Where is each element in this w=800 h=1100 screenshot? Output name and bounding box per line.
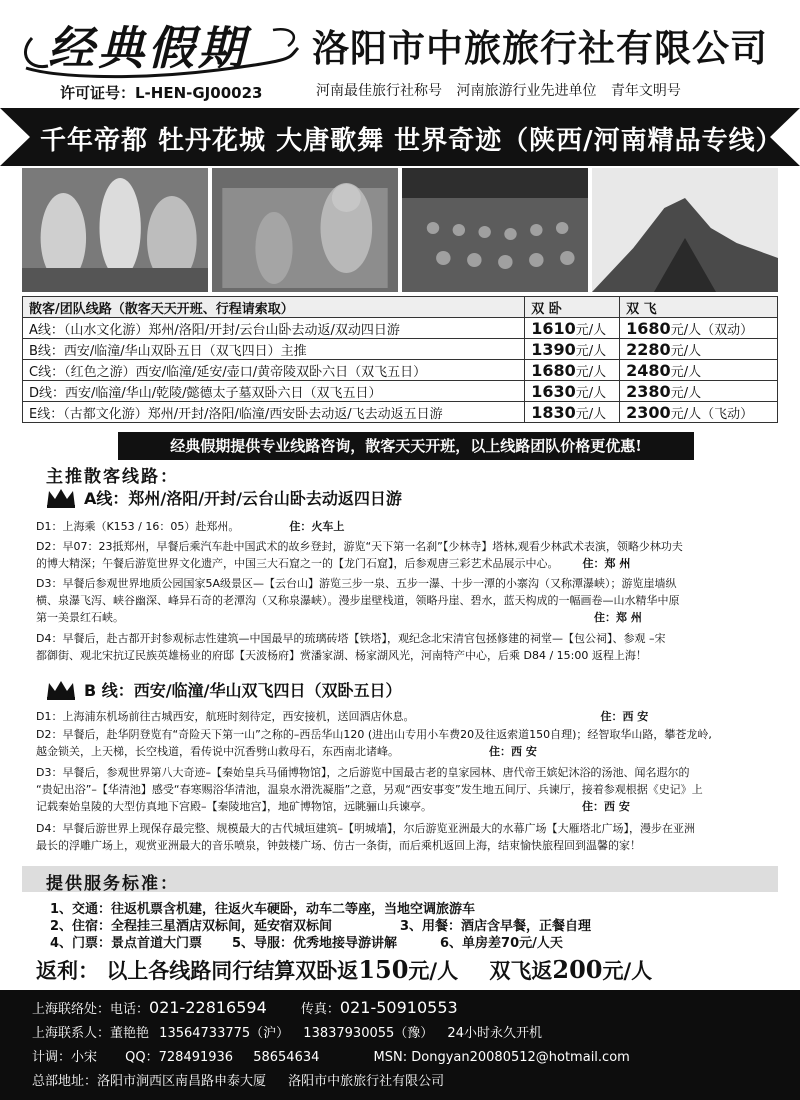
qq-number: 728491936	[158, 1050, 234, 1065]
photo-terracotta-army	[402, 168, 588, 292]
crown-icon	[46, 679, 76, 701]
day-text: 最长的浮雕广场上，观赏亚洲最大的音乐喷泉，钟鼓楼广场、仿古一条街，而后乘机返回上海，结束愉快旅程回到温馨的家！	[36, 839, 641, 852]
price-flight	[620, 381, 778, 402]
price-value: 2480	[626, 360, 671, 380]
header-flight: 双 飞	[620, 297, 778, 318]
price-flight	[620, 402, 778, 423]
route-a-title: A线：郑州/洛阳/开封/云台山卧去动返四日游	[84, 489, 402, 508]
day-text: D1：上海乘（K153 / 16：05）赴郑州。	[36, 520, 240, 533]
route-b-d4	[36, 820, 774, 854]
price-value: 1630	[531, 381, 576, 401]
phone-number: 021-22816594	[149, 998, 267, 1017]
stay-label: 住：火车上	[289, 520, 345, 533]
contact-name: 董艳艳	[110, 1026, 150, 1041]
service-lodging: 2、住宿：全程挂三星酒店双标间，延安宿双标间	[50, 919, 333, 934]
table-header-row	[23, 297, 778, 318]
route-b-d2	[36, 726, 774, 760]
route-cell: A线：（山水文化游）郑州/洛阳/开封/云台山卧去动返/双动四日游	[23, 318, 525, 339]
banner-part2: 精品专线）	[647, 126, 783, 156]
banner-slogan	[40, 120, 783, 157]
stay-label: 住：郑 州	[582, 557, 631, 570]
price-flight	[620, 339, 778, 360]
photo-dancers	[22, 168, 208, 292]
service-transport: 1、交通：往返机票含机建，往返火车硬卧，动车二等座，当地空调旅游车	[50, 902, 476, 917]
rebate-unit1: 元/人	[408, 958, 459, 983]
hours-note: 24小时永久开机	[447, 1026, 542, 1041]
table-row	[23, 318, 778, 339]
day-text: D3：早餐后参观世界地质公园国家5A级景区—【云台山】游览三步一泉、五步一瀑、十步一潭的小寨沟（又称潭瀑峡）；游览崖墙纵	[36, 577, 677, 590]
contact-label: 上海联系人：	[32, 1026, 111, 1041]
price-unit: 元/人	[670, 343, 702, 359]
price-unit: 元/人	[575, 322, 607, 338]
mobile-henan: 13837930055（豫）	[303, 1026, 434, 1041]
photo-longmen-grottoes	[212, 168, 398, 292]
price-value: 1830	[531, 402, 576, 422]
price-unit: 元/人	[575, 385, 607, 401]
fax-number: 021-50910553	[339, 998, 458, 1017]
rebate-text1: 以上各线路同行结算双卧返	[106, 958, 359, 983]
route-b-d1	[36, 708, 774, 725]
footer-planner-line	[32, 1046, 630, 1065]
day-text: 第一美景红石峡。	[36, 611, 124, 624]
price-unit: 元/人	[670, 385, 702, 401]
day-text: 记载秦始皇陵的大型仿真地下宫殿–【秦陵地宫】，地矿博物馆，远眺骊山兵谏亭。	[36, 800, 432, 813]
day-text: D4：早餐后，赴古都开封参观标志性建筑—中国最早的琉璃砖塔【铁塔】，观纪念北宋清官包拯修建的祠堂—【包公祠】、参观 –宋	[36, 632, 666, 645]
price-flight	[620, 318, 778, 339]
rebate-label: 返利：	[36, 958, 99, 983]
footer-contact	[0, 990, 800, 1100]
logo	[18, 8, 303, 84]
header-route: 散客/团队线路（散客天天开班、行程请索取）	[23, 297, 525, 318]
price-unit: 元/人（双动）	[670, 322, 754, 338]
price-unit: 元/人	[575, 364, 607, 380]
rebate-line	[36, 955, 652, 985]
price-sleeper	[525, 339, 620, 360]
route-a-d2	[36, 538, 774, 572]
company-name: 洛阳市中旅旅行社有限公司	[312, 27, 768, 70]
route-b-d3	[36, 764, 774, 815]
day-text: D4：早餐后游世界上现保存最完整、规模最大的古代城垣建筑–【明城墙】，尔后游览亚洲最大的水幕广场【大雁塔北广场】，漫步在亚洲	[36, 822, 695, 835]
route-b-heading	[46, 678, 401, 701]
stay-label: 住：西 安	[582, 800, 630, 813]
price-unit: 元/人	[575, 343, 607, 359]
msn-address: Dongyan20080512@hotmail.com	[411, 1050, 630, 1065]
price-sleeper	[525, 318, 620, 339]
route-cell: B线：西安/临潼/华山双卧五日（双飞四日）主推	[23, 339, 525, 360]
notice-bar: 经典假期提供专业线路咨询，散客天天开班，以上线路团队价格更优惠!	[118, 432, 694, 460]
price-sleeper	[525, 360, 620, 381]
qq-number: 58654634	[253, 1050, 320, 1065]
table-row	[23, 339, 778, 360]
route-a-d4	[36, 630, 774, 664]
price-flight	[620, 360, 778, 381]
photo-huashan-mountain	[592, 168, 778, 292]
price-value: 1680	[626, 318, 671, 338]
footer-company: 洛阳市中旅旅行社有限公司	[288, 1074, 445, 1089]
mobile-sh: 13564733775（沪）	[159, 1026, 290, 1041]
crown-icon	[46, 487, 76, 509]
day-text: 越金锁关，上天梯，长空栈道，看传说中沉香劈山救母石，东西南北诸峰。	[36, 745, 399, 758]
table-row	[23, 402, 778, 423]
company-honors: 河南最佳旅行社称号 河南旅游行业先进单位 青年文明号	[316, 83, 681, 99]
hq-address: 总部地址：洛阳市涧西区南昌路申泰大厦	[32, 1074, 267, 1089]
phone-label: 上海联络处：电话：	[32, 1002, 150, 1017]
price-value: 2280	[626, 339, 671, 359]
planner-name: 计调：小宋	[32, 1050, 98, 1065]
day-text: 横、泉瀑飞泻、峡谷幽深、峰异石奇的老潭沟（又称泉瀑峡）。漫步崖壁栈道，领略丹崖、碧水，蓝天构成的一幅画卷—山水精华中原	[36, 594, 680, 607]
route-a-d1	[36, 518, 774, 535]
footer-contact-line	[32, 1022, 542, 1041]
banner-part1: 千年帝都 牡丹花城 大唐歌舞 世界奇迹（	[40, 126, 530, 156]
price-value: 2380	[626, 381, 671, 401]
day-text: 的博大精深；午餐后游览世界文化遗产，中国三大石窟之一的【龙门石窟】，后参观唐三彩艺术品展示中心。	[36, 557, 559, 570]
msn-label: MSN:	[373, 1050, 408, 1065]
photo-strip	[22, 168, 778, 292]
route-cell: D线：西安/临潼/华山/乾陵/懿德太子墓双卧六日（双飞五日）	[23, 381, 525, 402]
route-cell: E线：（古都文化游）郑州/开封/洛阳/临潼/西安卧去动返/飞去动返五日游	[23, 402, 525, 423]
service-single-room: 6、单房差70元/人天	[440, 936, 563, 951]
route-price-table	[22, 296, 778, 423]
footer-phone-line	[32, 998, 458, 1017]
route-cell: C线：（红色之游）西安/临潼/延安/壶口/黄帝陵双卧六日（双飞五日）	[23, 360, 525, 381]
route-b-title: B 线：西安/临潼/华山双飞四日（双卧五日）	[84, 681, 402, 700]
price-value: 1680	[531, 360, 576, 380]
price-value: 1390	[531, 339, 576, 359]
rebate-value1: 150	[358, 955, 409, 984]
rebate-value2: 200	[552, 955, 603, 984]
fax-label: 传真：	[300, 1002, 340, 1017]
price-unit: 元/人	[670, 364, 702, 380]
header-sleeper: 双 卧	[525, 297, 620, 318]
day-text: D1：上海浦东机场前往古城西安，航班时刻待定，西安接机，送回酒店休息。	[36, 710, 415, 723]
table-row	[23, 360, 778, 381]
route-a-heading	[46, 486, 402, 509]
logo-text: 经典假期	[48, 21, 248, 75]
license-number: 许可证号：L-HEN-GJ00023	[60, 84, 263, 102]
day-text: D3：早餐后，参观世界第八大奇迹–【秦始皇兵马俑博物馆】，之后游览中国最古老的皇家园林、唐代帝王嫔妃沐浴的汤池、闻名遐尔的	[36, 766, 690, 779]
rebate-text2: 双飞返	[489, 958, 553, 983]
price-value: 1610	[531, 318, 576, 338]
day-text: 都御街、观北宋抗辽民族英雄杨业的府邸【天波杨府】赏潘家湖、杨家湖风光，河南特产中心，后乘 D84 / 15:00 返程上海！	[36, 649, 647, 662]
day-text: “贵妃出浴”–【华清池】感受“春寒赐浴华清池，温泉水滑洗凝脂”之意，另观“西安事变”发生地五间厅、兵谏厅，接着参观根据《史记》上	[36, 783, 703, 796]
day-text: D2：早07：23抵郑州，早餐后乘汽车赴中国武术的故乡登封，游览“天下第一名刹”【少林寺】塔林,观看少林武术表演，领略少林功夫	[36, 540, 683, 553]
rebate-unit2: 元/人	[602, 958, 653, 983]
price-unit: 元/人	[575, 406, 607, 422]
price-sleeper	[525, 381, 620, 402]
stay-label: 住：西 安	[489, 745, 537, 758]
service-tickets: 4、门票：景点首道大门票	[50, 936, 203, 951]
price-value: 2300	[626, 402, 671, 422]
route-a-d3	[36, 575, 774, 626]
service-title: 提供服务标准：	[46, 874, 179, 894]
table-row	[23, 381, 778, 402]
qq-label: QQ：	[125, 1050, 159, 1065]
service-guide: 5、导服：优秀地接导游讲解	[232, 936, 398, 951]
footer-address-line	[32, 1070, 444, 1089]
day-text: D2：早餐后，赴华阴登览有“奇险天下第一山”之称的–西岳华山120 (进出山专用小车费20及往返索道150自理)；经智取华山路，攀苍龙岭,	[36, 728, 712, 741]
stay-label: 住：郑 州	[594, 611, 642, 624]
price-sleeper	[525, 402, 620, 423]
stay-label: 住：西 安	[600, 710, 649, 723]
price-unit: 元/人（飞动）	[670, 406, 754, 422]
service-meals: 3、用餐：酒店含早餐，正餐自理	[400, 919, 592, 934]
banner-highlight: 陕西/河南	[529, 126, 648, 156]
main-routes-title: 主推散客线路：	[46, 467, 179, 487]
